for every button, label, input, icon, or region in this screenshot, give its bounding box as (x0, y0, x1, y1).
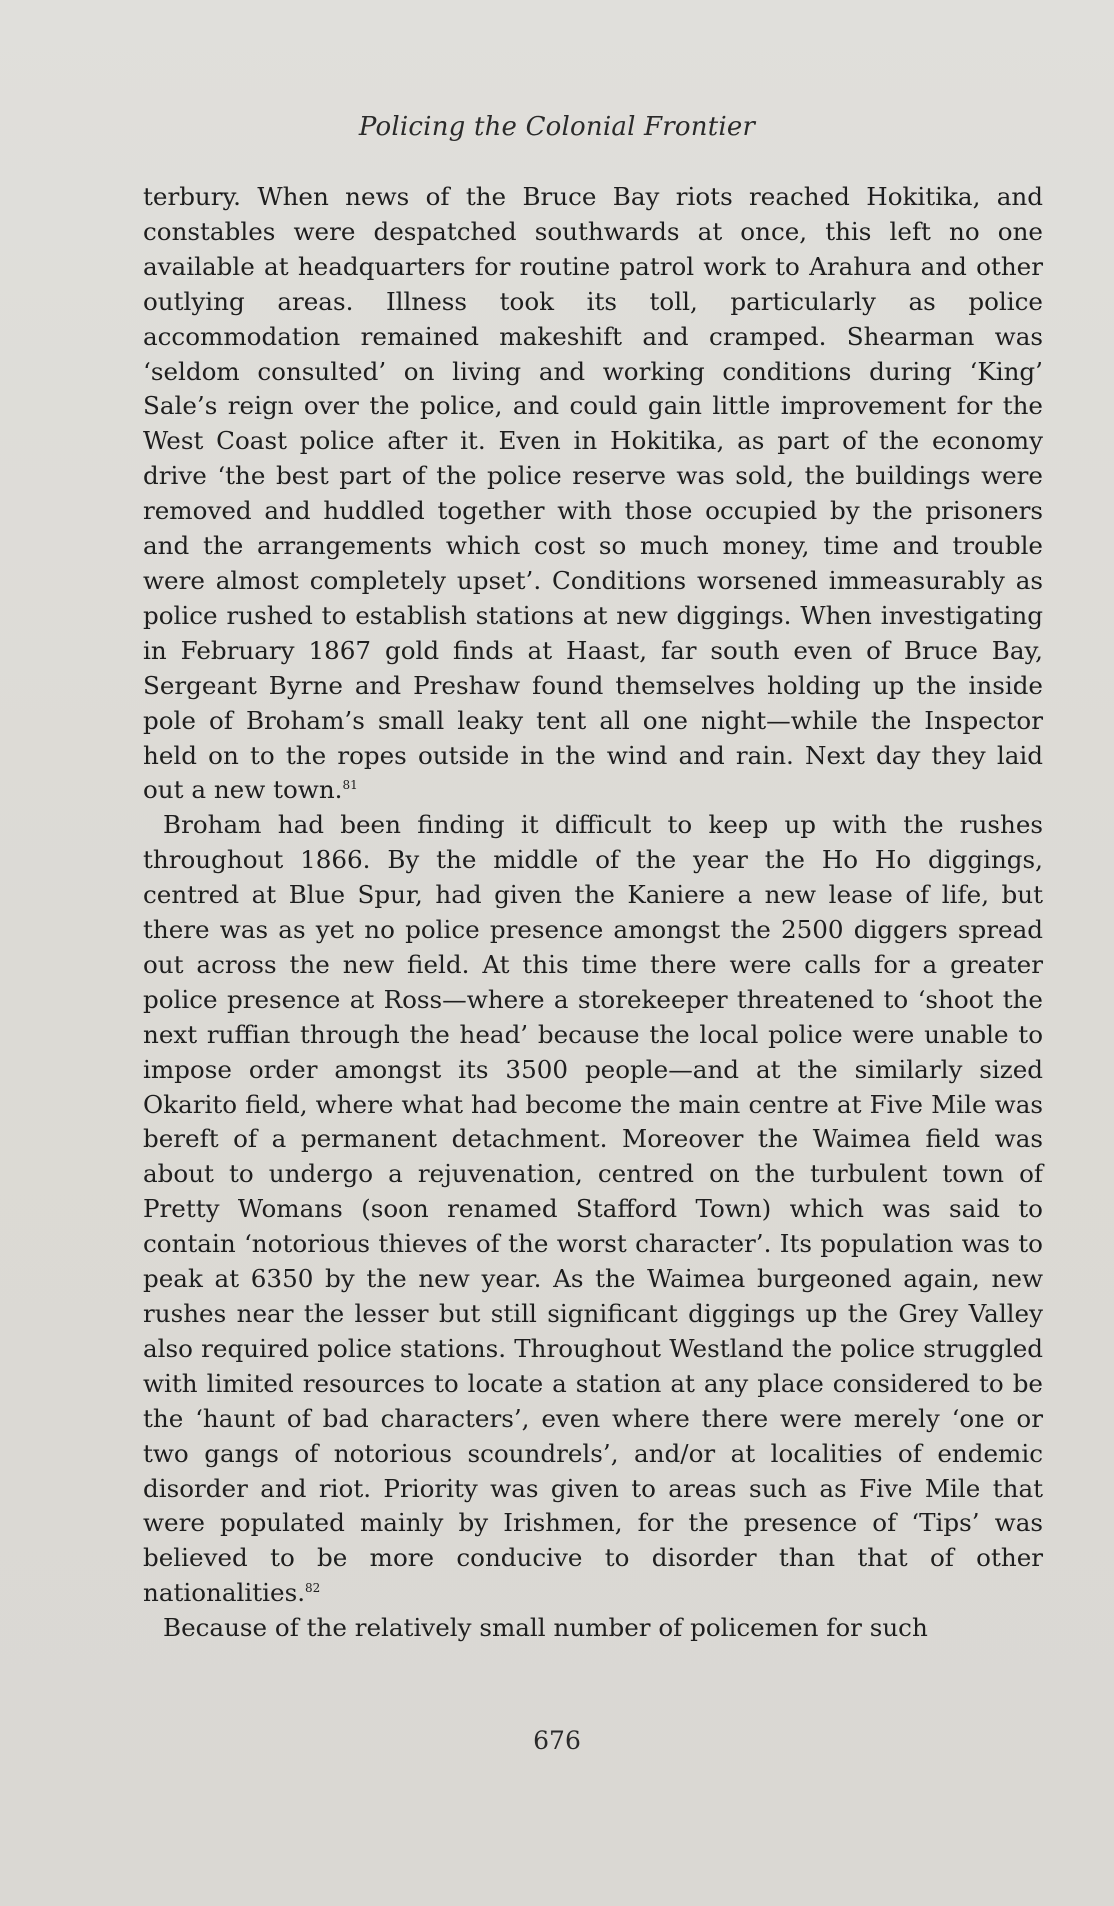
page-number: 676 (533, 1726, 581, 1755)
footnote-ref-82: 82 (305, 1581, 321, 1596)
paragraph-3-text: Because of the relatively small number of policemen for such (163, 1613, 928, 1643)
paragraph-1-text: terbury. When news of the Bruce Bay riots reached Hokitika, and constables were despatched southwards at once, this left no one available at headquarters for routine patrol work to Arahura and other outlying areas. Illness took its toll, particularly as police accommodation remained makeshift and cramped. Shearman was ‘seldom consulted’ on living and working conditions during ‘King’ Sale’s reign over the police, and could gain little improvement for the West Coast police after it. Even in Hokitika, as part of the economy drive ‘the best part of the police reserve was sold, the buildings were removed and huddled together with those occupied by the prisoners and the arrangements which cost so much money, time and trouble were almost completely upset’. Conditions worsened immeasurably as police rushed to establish stations at new diggings. When investigating in February 1867 gold finds at Haast, far south even of Bruce Bay, Sergeant Byrne and Preshaw found themselves holding up the inside pole of Broham’s small leaky tent all one night—while the Inspector held on to the ropes outside in the wind and rain. Next day they laid out a new town. (143, 182, 1043, 805)
body-text (143, 180, 1043, 1646)
paragraph-2 (143, 808, 1043, 1611)
running-head: Policing the Colonial Frontier (358, 112, 756, 142)
paragraph-2-text: Broham had been finding it difficult to keep up with the rushes throughout 1866. By the middle of the year the Ho Ho diggings, centred at Blue Spur, had given the Kaniere a new lease of life, but there was as yet no police presence amongst the 2500 diggers spread out across the new field. At this time there were calls for a greater police presence at Ross—where a storekeeper threatened to ‘shoot the next ruffian through the head’ because the local police were unable to impose order amongst its 3500 people—and at the similarly sized Okarito field, where what had become the main centre at Five Mile was bereft of a permanent detachment. Moreover the Waimea field was about to undergo a rejuvenation, centred on the turbulent town of Pretty Womans (soon renamed Stafford Town) which was said to contain ‘notorious thieves of the worst character’. Its population was to peak at 6350 by the new year. As the Waimea burgeoned again, new rushes near the lesser but still significant diggings up the Grey Valley also required police stations. Throughout Westland the police struggled with limited resources to locate a station at any place considered to be the ‘haunt of bad characters’, even where there were merely ‘one or two gangs of notorious scoundrels’, and/or at localities of endemic disorder and riot. Priority was given to areas such as Five Mile that were populated mainly by Irishmen, for the presence of ‘Tips’ was believed to be more conducive to disorder than that of other nationalities. (143, 810, 1043, 1608)
paragraph-1 (143, 180, 1043, 808)
footnote-ref-81: 81 (342, 778, 358, 793)
paragraph-3 (143, 1611, 1043, 1646)
